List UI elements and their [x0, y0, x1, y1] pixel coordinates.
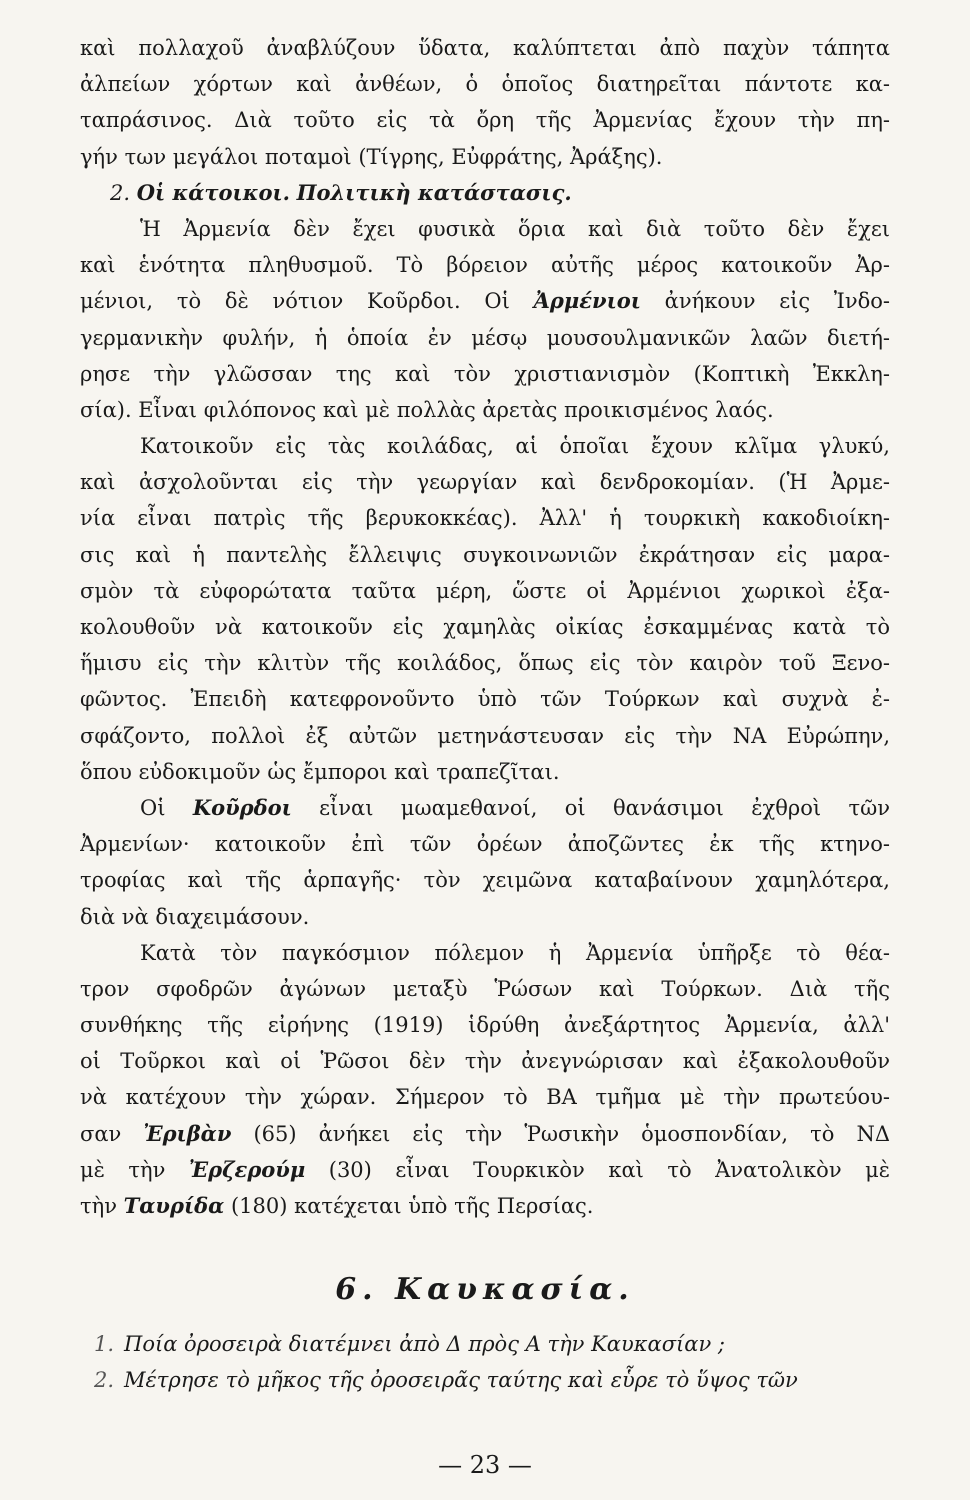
text-line: σία). Εἶναι φιλόπονος καὶ μὲ πολλὰς ἀρετὰς προικισμένος λαός. — [80, 397, 774, 422]
term-erivan: Ἐριβὰν — [143, 1120, 232, 1146]
section-number: 2. — [110, 180, 131, 205]
question-item — [80, 1362, 890, 1398]
text-line: καὶ πολλαχοῦ ἀναβλύζουν ὕδατα, καλύπτεται ἀπὸ παχὺν τάπητα — [80, 36, 890, 60]
term-erzurum: Ἐρζερούμ — [188, 1156, 306, 1182]
question-text: Ποία ὀροσειρὰ διατέμνει ἀπὸ Δ πρὸς Α τὴν Καυκασίαν ; — [124, 1332, 725, 1357]
text-line: συνθήκης τῆς εἰρήνης (1919) ἱδρύθη ἀνεξάρτητος Ἀρμενία, ἀλλ' — [80, 1013, 890, 1038]
paragraph-intro — [80, 30, 890, 175]
text-line: νὰ κατέχουν τὴν χώραν. Σήμερον τὸ ΒΑ τμῆμα μὲ τὴν πρωτεύου- — [80, 1085, 890, 1110]
text-line: τὴν Ταυρίδα (180) κατέχεται ὑπὸ τῆς Περσίας. — [80, 1193, 594, 1218]
section-title-inhabitants: Οἱ κάτοικοι. — [136, 179, 290, 205]
text-line: διὰ νὰ διαχειμάσουν. — [80, 904, 310, 929]
chapter-heading: 6. Καυκασία. — [335, 1272, 635, 1308]
text-line: ρησε τὴν γλῶσσαν της καὶ τὸν χριστιανισμὸν (Κοπτικὴ Ἐκκλη- — [80, 361, 890, 386]
page-number: — 23 — — [438, 1451, 532, 1480]
text-line: Οἱ Κοῦρδοι εἶναι μωαμεθανοί, οἱ θανάσιμοι ἐχθροὶ τῶν — [140, 794, 890, 820]
question-number: 1. — [93, 1332, 114, 1357]
text-line: ἀλπείων χόρτων καὶ ἀνθέων, ὁ ὁποῖος διατηρεῖται πάντοτε κα- — [80, 72, 890, 97]
text-line: φῶντος. Ἐπειδὴ κατεφρονοῦντο ὑπὸ τῶν Τούρκων καὶ συχνὰ ἐ- — [80, 687, 890, 712]
paragraph-valleys — [80, 428, 890, 790]
text-line: καὶ ἑνότητα πληθυσμοῦ. Τὸ βόρειον αὐτῆς μέρος κατοικοῦν Ἀρ- — [80, 253, 890, 278]
text-line: σις καὶ ἡ παντελὴς ἔλλειψις συγκοινωνιῶν ἐκράτησαν εἰς μαρα- — [80, 542, 890, 567]
text-line: τρον σφοδρῶν ἀγώνων μεταξὺ Ῥώσων καὶ Τούρκων. Διὰ τῆς — [80, 976, 890, 1001]
paragraph-population — [80, 211, 890, 428]
text-line: κολουθοῦν νὰ κατοικοῦν εἰς χαμηλὰς οἰκίας ἐσκαμμένας κατὰ τὸ — [80, 615, 890, 639]
text-line: γερμανικὴν φυλήν, ἡ ὁποία ἐν μέσῳ μουσουλμανικῶν λαῶν διετή- — [80, 325, 890, 350]
section-title-politics: Πολιτικὴ κατάστασις. — [296, 179, 572, 205]
section-heading — [80, 175, 890, 211]
text-line: Κατὰ τὸν παγκόσμιον πόλεμον ἡ Ἀρμενία ὑπῆρξε τὸ θέα- — [140, 940, 890, 965]
text-line: Ἀρμενίων· κατοικοῦν ἐπὶ τῶν ὀρέων ἀποζῶντες ἐκ τῆς κτηνο- — [80, 832, 890, 857]
text-line: καὶ ἀσχολοῦνται εἰς τὴν γεωργίαν καὶ δενδροκομίαν. (Ἡ Ἀρμε- — [80, 470, 890, 495]
text-line: τροφίας καὶ τῆς ἁρπαγῆς· τὸν χειμῶνα καταβαίνουν χαμηλότερα, — [80, 868, 890, 893]
text-line: ταπράσινος. Διὰ τοῦτο εἰς τὰ ὄρη τῆς Ἀρμενίας ἔχουν τὴν πη- — [80, 108, 890, 133]
text-line: γήν των μεγάλοι ποταμοὶ (Τίγρης, Εὐφράτης, Ἀράξης). — [80, 144, 663, 169]
question-list — [80, 1326, 890, 1398]
text-line: ἥμισυ εἰς τὴν κλιτὺν τῆς κοιλάδος, ὅπως εἰς τὸν καιρὸν τοῦ Ξενο- — [80, 651, 890, 676]
question-item — [80, 1326, 890, 1362]
text-line: νία εἶναι πατρὶς τῆς βερυκοκκέας). Ἀλλ' ἡ τουρκικὴ κακοδιοίκη- — [80, 506, 890, 531]
text-line: σαν Ἐριβὰν (65) ἀνήκει εἰς τὴν Ῥωσικὴν ὁμοσπονδίαν, τὸ ΝΔ — [80, 1120, 890, 1146]
text-line: Ἡ Ἀρμενία δὲν ἔχει φυσικὰ ὅρια καὶ διὰ τοῦτο δὲν ἔχει — [140, 216, 890, 241]
paragraph-war — [80, 935, 890, 1225]
question-number: 2. — [93, 1368, 114, 1393]
term-tabriz: Ταυρίδα — [123, 1193, 225, 1218]
term-kurds: Κοῦρδοι — [192, 794, 292, 820]
text-line: σφάζοντο, πολλοὶ ἐξ αὐτῶν μετηνάστευσαν εἰς τὴν ΝΑ Εὐρώπην, — [80, 723, 890, 748]
paragraph-kurds — [80, 790, 890, 935]
text-line: οἱ Τοῦρκοι καὶ οἱ Ῥῶσοι δὲν τὴν ἀνεγνώρισαν καὶ ἐξακολουθοῦν — [80, 1049, 890, 1074]
question-text: Μέτρησε τὸ μῆκος τῆς ὀροσειρᾶς ταύτης καὶ εὗρε τὸ ὕψος τῶν — [124, 1368, 798, 1393]
text-line: σμὸν τὰ εὐφορώτατα ταῦτα μέρη, ὥστε οἱ Ἀρμένιοι χωρικοὶ ἐξα- — [80, 578, 890, 603]
book-page — [80, 30, 890, 1480]
term-armenians: Ἀρμένιοι — [533, 288, 641, 314]
text-line: μένιοι, τὸ δὲ νότιον Κοῦρδοι. Οἱ Ἀρμένιοι ἀνήκουν εἰς Ἰνδο- — [80, 288, 890, 314]
text-line: Κατοικοῦν εἰς τὰς κοιλάδας, αἱ ὁποῖαι ἔχουν κλῖμα γλυκύ, — [140, 434, 890, 459]
text-line: ὅπου εὐδοκιμοῦν ὡς ἔμποροι καὶ τραπεζῖται. — [80, 759, 560, 784]
text-line: μὲ τὴν Ἐρζερούμ (30) εἶναι Τουρκικὸν καὶ τὸ Ἀνατολικὸν μὲ — [80, 1156, 890, 1182]
